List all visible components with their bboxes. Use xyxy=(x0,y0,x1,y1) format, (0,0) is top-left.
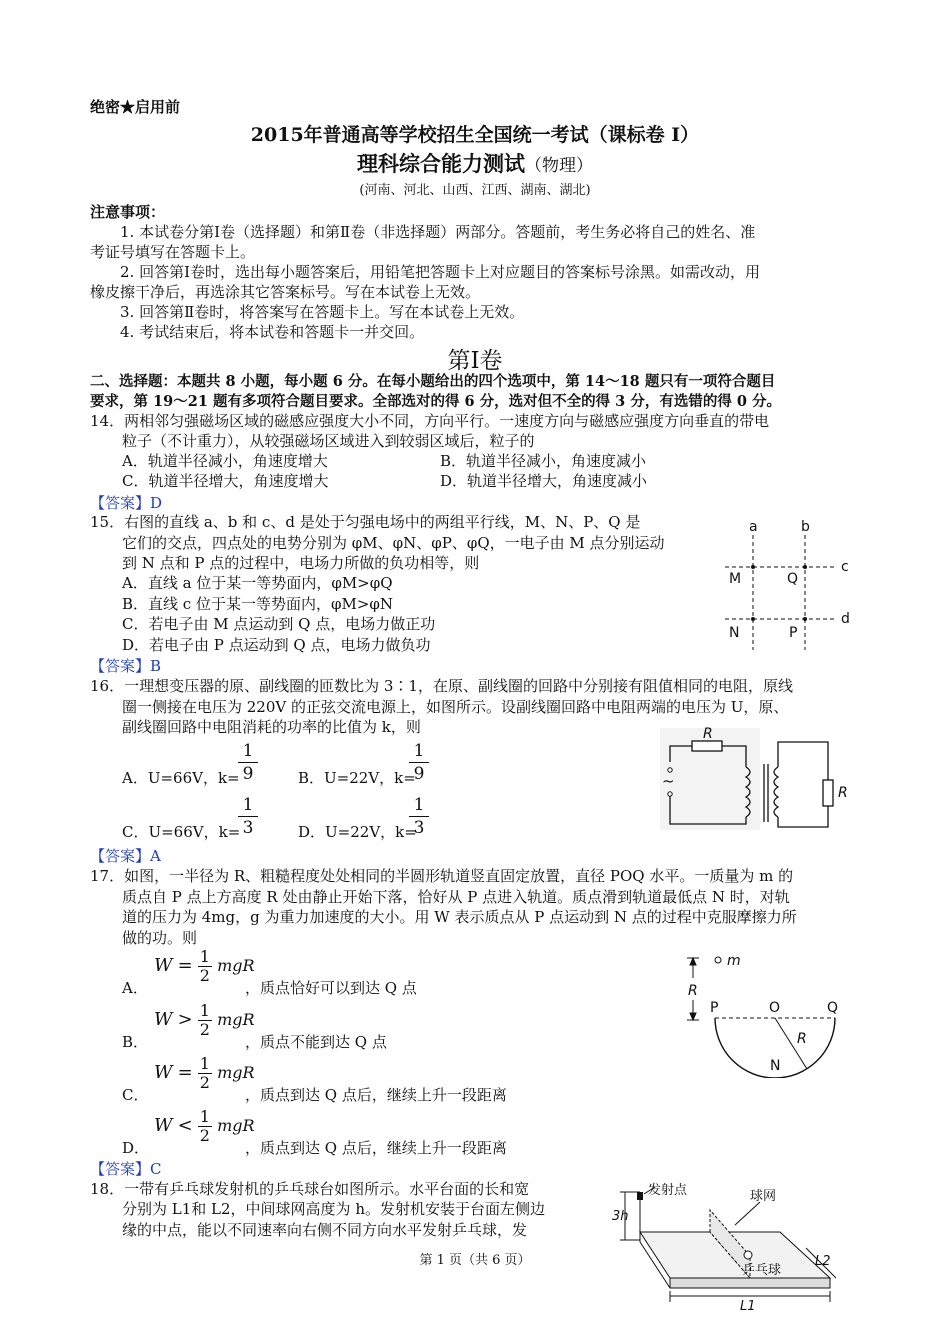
q17-option-d-tail: ，质点到达 Q 点后，继续上升一段距离 xyxy=(245,1139,507,1157)
mass-point xyxy=(715,957,721,963)
q16-answer: 【答案】A xyxy=(90,847,161,865)
q18-line-2: 分别为 L1和 L2，中间球网高度为 h。发射机安装于台面左侧边 xyxy=(122,1200,545,1218)
label-d: d xyxy=(841,611,850,627)
point-m xyxy=(751,565,755,569)
label-o: O xyxy=(769,1000,781,1016)
label-m: M xyxy=(729,571,742,587)
table-front xyxy=(670,1278,830,1288)
point-q xyxy=(803,565,807,569)
q17-answer: 【答案】C xyxy=(90,1160,162,1178)
label-b: b xyxy=(801,519,810,535)
q18-line-3: 缘的中点，能以不同速率向右侧不同方向水平发射乒乓球，发 xyxy=(122,1221,528,1239)
notes-heading: 注意事项： xyxy=(90,203,166,221)
q16-frac-b: 1 9 xyxy=(409,740,429,785)
q15-option-d: D．若电子由 P 点运动到 Q 点，电场力做负功 xyxy=(122,636,431,654)
label-n: N xyxy=(770,1058,781,1074)
provinces: (河南、河北、山西、江西、湖南、湖北) xyxy=(359,183,591,198)
point-p xyxy=(803,617,807,621)
resistor-primary xyxy=(692,741,722,751)
q17-eq-d: W < $\frac{1}{2}$ mgR xyxy=(154,1107,255,1145)
q16-circuit-figure xyxy=(650,722,860,837)
label-p: P xyxy=(710,1000,719,1016)
q14-line-1: 14．两相邻匀强磁场区域的磁感应强度大小不同，方向平行。一速度方向与磁感应强度方向垂直的带电 xyxy=(90,412,770,430)
q14-option-b: B．轨道半径减小，角速度减小 xyxy=(440,452,647,470)
q17-eq-b: W > $\frac{1}{2}$ mgR xyxy=(154,1001,255,1039)
ac-source-symbol: ~ xyxy=(662,772,675,790)
q18-line-1: 18．一带有乒乓球发射机的乒乓球台如图所示。水平台面的长和宽 xyxy=(90,1180,530,1198)
q14-answer: 【答案】D xyxy=(90,494,163,512)
q17-line-4: 做的功。则 xyxy=(122,929,198,947)
q15-line-3: 到 N 点和 P 点的过程中，电场力所做的负功相等，则 xyxy=(122,554,480,572)
label-c: c xyxy=(841,559,849,575)
page-footer: 第 1 页（共 6 页） xyxy=(419,1253,531,1268)
section-line-2: 要求，第 19～21 题有多项符合题目要求。全部选对的得 6 分，选对但不全的得 3 分，有选错的得 0 分。 xyxy=(90,393,782,410)
volume-title: 第Ⅰ卷 xyxy=(447,348,503,374)
q17-track-figure xyxy=(675,948,850,1078)
note-3: 3. 回答第Ⅱ卷时，将答案写在答题卡上。写在本试卷上无效。 xyxy=(120,303,525,321)
q16-line-2: 圈一侧接在电压为 220V 的正弦交流电源上，如图所示。设副线圈回路中电阻两端的电压为 U，原、 xyxy=(122,698,789,716)
q17-eq-c: W = $\frac{1}{2}$ mgR xyxy=(154,1054,255,1092)
q16-frac-a: 1 9 xyxy=(238,740,258,785)
label-q: Q xyxy=(827,1000,839,1016)
note-1a: 1. 本试卷分第Ⅰ卷（选择题）和第Ⅱ卷（非选择题）两部分。答题前，考生务必将自己的姓名、准 xyxy=(120,223,756,241)
q15-line-2: 它们的交点，四点处的电势分别为 φM、φN、φP、φQ，一电子由 M 点分别运动 xyxy=(122,534,665,552)
label-l2: L2 xyxy=(815,1254,831,1269)
exam-subtitle xyxy=(0,148,950,178)
q17-line-2: 质点自 P 点上方高度 R 处由静止开始下落，恰好从 P 点进入轨道。质点滑到轨道最低点 N 时，对轨 xyxy=(122,888,790,906)
q17-option-c: C． xyxy=(122,1086,149,1104)
q16-option-b: B．U=22V，k= xyxy=(298,769,416,787)
q15-option-c: C．若电子由 M 点运动到 Q 点，电场力做正功 xyxy=(122,615,436,633)
q17-line-1: 17．如图，一半径为 R、粗糙程度处处相同的半圆形轨道竖直固定放置，直径 POQ 水平。一质量为 m 的 xyxy=(90,867,794,885)
label-r-secondary: R xyxy=(838,785,848,801)
q17-option-d: D． xyxy=(122,1139,150,1157)
label-r-primary: R xyxy=(703,726,713,742)
subtitle-main: 理科综合能力测试 xyxy=(357,151,525,176)
q14-option-d: D．轨道半径增大，角速度减小 xyxy=(440,472,648,490)
q14-line-2: 粒子（不计重力），从较强磁场区域进入到较弱区域后，粒子的 xyxy=(122,432,535,450)
note-1b: 考证号填写在答题卡上。 xyxy=(90,243,256,261)
q16-frac-c: 1 3 xyxy=(238,794,258,839)
q17-option-a: A． xyxy=(122,979,148,997)
section-line-1: 二、选择题：本题共 8 小题，每小题 6 分。在每小题给出的四个选项中，第 14～18 题只有一项符合题目 xyxy=(90,373,776,390)
q15-figure xyxy=(715,515,865,655)
q17-option-b-tail: ，质点不能到达 Q 点 xyxy=(245,1033,387,1051)
q15-line-1: 15．右图的直线 a、b 和 c、d 是处于匀强电场中的两组平行线，M、N、P、Q 是 xyxy=(90,513,641,531)
q14-option-c: C．轨道半径增大，角速度增大 xyxy=(122,472,329,490)
q16-option-c: C．U=66V，k= xyxy=(122,823,241,841)
secondary-coil xyxy=(774,767,778,817)
q16-option-d: D．U=22V，k= xyxy=(298,823,417,841)
label-ball: 乒乓球 xyxy=(742,1263,782,1278)
subtitle-sub: （物理） xyxy=(525,156,593,176)
launcher xyxy=(637,1192,643,1200)
label-3h: 3h xyxy=(612,1209,629,1224)
label-a: a xyxy=(749,519,758,535)
label-q: Q xyxy=(787,571,799,587)
q14-option-a: A．轨道半径减小，角速度增大 xyxy=(122,452,328,470)
q17-line-3: 道的压力为 4mg，g 为重力加速度的大小。用 W 表示质点从 P 点运动到 N 点的过程中克服摩擦力所 xyxy=(122,908,797,926)
note-4: 4. 考试结束后，将本试卷和答题卡一并交回。 xyxy=(120,323,425,341)
q17-option-c-tail: ，质点到达 Q 点后，继续上升一段距离 xyxy=(245,1086,507,1104)
exam-title: 2015年普通高等学校招生全国统一考试（课标卷 I） xyxy=(250,124,700,146)
note-2b: 橡皮擦干净后，再选涂其它答案标号。写在本试卷上无效。 xyxy=(90,283,481,301)
q15-option-b: B．直线 c 位于某一等势面内，φM>φN xyxy=(122,595,394,613)
q17-eq-a: W = $\frac{1}{2}$ mgR xyxy=(154,947,255,985)
q15-answer: 【答案】B xyxy=(90,657,162,675)
q17-option-a-tail: ，质点恰好可以到达 Q 点 xyxy=(245,979,417,997)
label-r-radius: R xyxy=(797,1031,807,1047)
q16-line-3: 副线圈回路中电阻消耗的功率的比值为 k，则 xyxy=(122,718,421,736)
note-2a: 2. 回答第Ⅰ卷时，选出每小题答案后，用铅笔把答题卡上对应题目的答案标号涂黑。如需改动，用 xyxy=(120,263,761,281)
q16-line-1: 16．一理想变压器的原、副线圈的匝数比为 3∶1，在原、副线圈的回路中分别接有阻值相同的电阻，原线 xyxy=(90,677,793,695)
label-launcher: 发射点 xyxy=(648,1183,688,1198)
point-n xyxy=(751,617,755,621)
label-r-height: R xyxy=(688,983,698,999)
resistor-secondary xyxy=(823,780,833,806)
q17-option-b: B． xyxy=(122,1033,149,1051)
label-p: P xyxy=(789,625,798,641)
q16-option-a: A．U=66V，k= xyxy=(122,769,240,787)
label-m: m xyxy=(727,953,741,969)
q15-option-a: A．直线 a 位于某一等势面内，φM>φQ xyxy=(122,574,393,592)
label-net: 球网 xyxy=(750,1189,777,1204)
secret-label: 绝密★启用前 xyxy=(90,98,181,116)
label-n: N xyxy=(729,625,740,641)
q16-frac-d: 1 3 xyxy=(409,794,429,839)
label-l1: L1 xyxy=(740,1299,756,1314)
